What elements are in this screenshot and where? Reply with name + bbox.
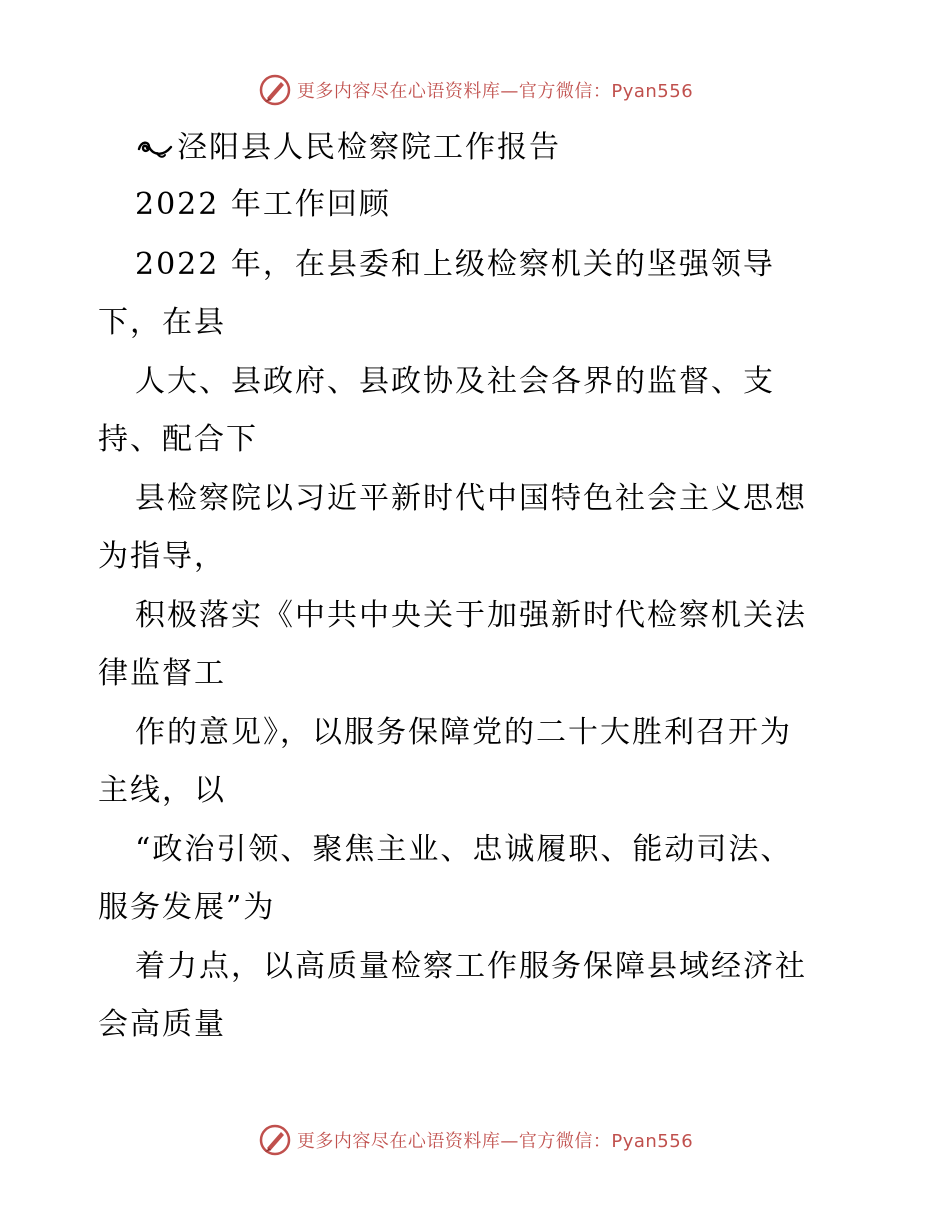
- header-banner: [0, 70, 950, 110]
- paragraph-line: 人大、县政府、县政协及社会各界的监督、支: [135, 364, 775, 399]
- paragraph-line: 服务发展”为: [98, 890, 276, 925]
- paragraph-line: 下，在县: [98, 305, 226, 340]
- paragraph-line: 为指导，: [98, 539, 226, 574]
- paragraph-line: 着力点，以高质量检察工作服务保障县域经济社: [135, 949, 807, 984]
- footer-banner: [0, 1120, 950, 1160]
- header-banner-text: 更多内容尽在心语资料库—官方微信：Pyan556: [296, 81, 694, 102]
- document-title-text: 泾阳县人民检察院工作报告: [177, 130, 561, 165]
- paragraph-line: 积极落实《中共中央关于加强新时代检察机关法: [135, 598, 807, 633]
- paragraph-line: “政治引领、聚焦主业、忠诚履职、能动司法、: [135, 832, 793, 867]
- fountain-pen-logo-icon: [257, 72, 293, 108]
- section-heading: 2022 年工作回顾: [135, 187, 391, 222]
- fountain-pen-logo-icon: [257, 1122, 293, 1158]
- paragraph-line: 主线，以: [98, 773, 226, 808]
- document-title: [135, 128, 561, 168]
- paragraph-line: 2022 年，在县委和上级检察机关的坚强领导: [135, 247, 775, 282]
- curl-bullet-icon: [135, 133, 175, 163]
- paragraph-line: 县检察院以习近平新时代中国特色社会主义思想: [135, 481, 807, 516]
- paragraph-line: 律监督工: [98, 656, 226, 691]
- footer-banner-text: 更多内容尽在心语资料库—官方微信：Pyan556: [296, 1131, 694, 1152]
- paragraph-line: 会高质量: [98, 1007, 226, 1042]
- paragraph-line: 持、配合下: [98, 422, 258, 457]
- paragraph-line: 作的意见》，以服务保障党的二十大胜利召开为: [135, 715, 792, 750]
